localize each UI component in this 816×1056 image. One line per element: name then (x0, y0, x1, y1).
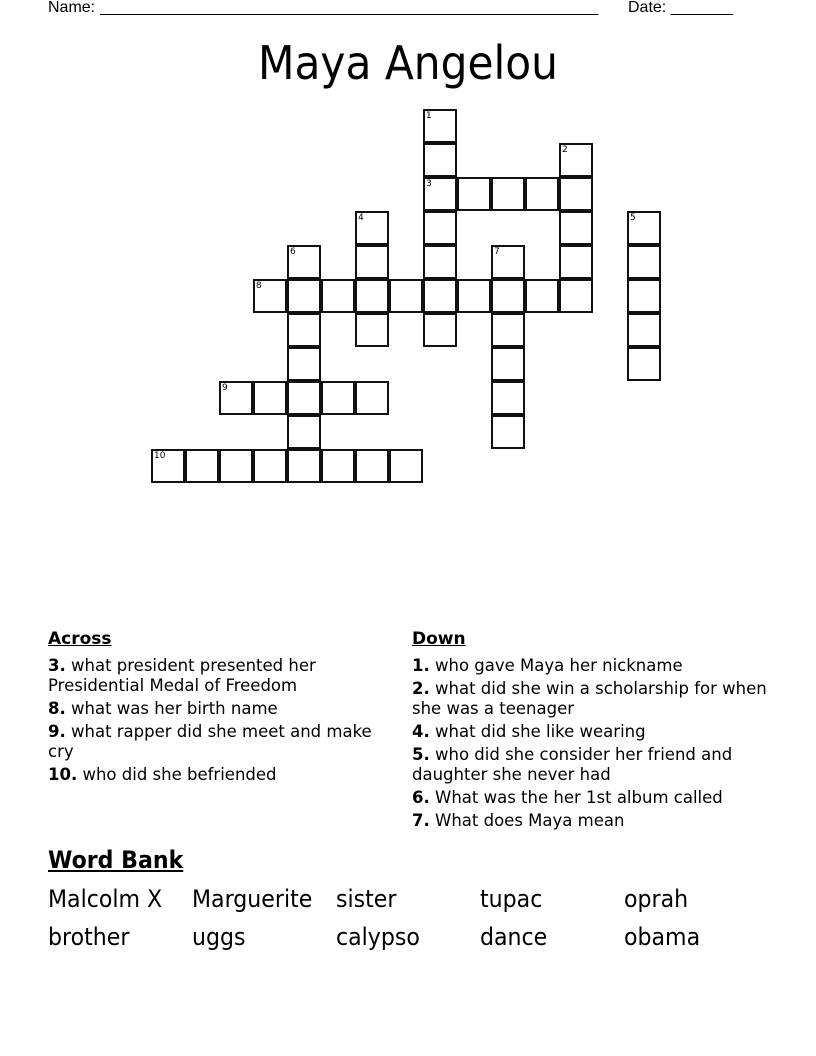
crossword-cell[interactable] (491, 381, 525, 415)
across-clues (48, 628, 378, 788)
name-field-line[interactable]: ________________________________________________________ (100, 0, 599, 16)
word-bank-item: tupac (480, 885, 543, 913)
word-bank-item: obama (624, 923, 701, 951)
name-label: Name: (48, 0, 96, 16)
crossword-cell[interactable] (525, 177, 559, 211)
crossword-cell[interactable] (627, 313, 661, 347)
word-bank-item: brother (48, 923, 130, 951)
crossword-cell[interactable] (321, 279, 355, 313)
clue-text: What was the her 1st album called (435, 788, 723, 807)
crossword-cell[interactable] (253, 279, 287, 313)
crossword-cell[interactable] (321, 449, 355, 483)
crossword-cell[interactable] (287, 449, 321, 483)
clue-text: who gave Maya her nickname (435, 656, 683, 675)
clue-down-5 (412, 745, 772, 785)
crossword-cell[interactable] (525, 279, 559, 313)
crossword-cell[interactable] (287, 415, 321, 449)
word-bank-heading: Word Bank (48, 846, 184, 874)
down-clues (412, 628, 772, 834)
clue-text: who did she consider her friend and daughter she never had (412, 745, 733, 784)
clue-number: 5. (412, 745, 430, 764)
word-bank-row (48, 920, 768, 958)
cell-clue-number: 6 (290, 247, 296, 257)
cell-clue-number: 4 (358, 213, 364, 223)
crossword-cell[interactable] (219, 449, 253, 483)
crossword-cell[interactable] (559, 211, 593, 245)
clue-number: 1. (412, 656, 430, 675)
page-title: Maya Angelou (257, 36, 559, 90)
crossword-cell[interactable] (423, 177, 457, 211)
clue-text: what rapper did she meet and make cry (48, 722, 372, 761)
word-bank-item: oprah (624, 885, 689, 913)
clue-text: who did she befriended (82, 765, 277, 784)
crossword-cell[interactable] (355, 313, 389, 347)
crossword-cell[interactable] (355, 211, 389, 245)
clue-across-10 (48, 765, 378, 785)
clue-number: 3. (48, 656, 66, 675)
clue-across-9 (48, 722, 378, 762)
clue-text: what did she win a scholarship for when she was a teenager (412, 679, 767, 718)
crossword-cell[interactable] (559, 245, 593, 279)
crossword-grid (152, 110, 672, 490)
crossword-cell[interactable] (287, 245, 321, 279)
crossword-cell[interactable] (491, 177, 525, 211)
crossword-cell[interactable] (491, 415, 525, 449)
cell-clue-number: 9 (222, 383, 228, 393)
clue-across-3 (48, 656, 378, 696)
crossword-cell[interactable] (389, 279, 423, 313)
word-bank-row (48, 882, 768, 920)
crossword-cell[interactable] (457, 279, 491, 313)
crossword-cell[interactable] (491, 279, 525, 313)
clue-text: what did she like wearing (435, 722, 646, 741)
crossword-cell[interactable] (355, 279, 389, 313)
crossword-cell[interactable] (491, 347, 525, 381)
clue-text: what was her birth name (71, 699, 278, 718)
crossword-cell[interactable] (423, 109, 457, 143)
crossword-cell[interactable] (627, 211, 661, 245)
name-date-header (48, 0, 768, 18)
crossword-cell[interactable] (287, 279, 321, 313)
crossword-cell[interactable] (355, 381, 389, 415)
crossword-cell[interactable] (627, 245, 661, 279)
date-field[interactable]: Date: _______ (628, 0, 733, 16)
cell-clue-number: 5 (630, 213, 636, 223)
crossword-cell[interactable] (491, 245, 525, 279)
crossword-cell[interactable] (355, 245, 389, 279)
cell-clue-number: 1 (426, 111, 432, 121)
crossword-cell[interactable] (287, 347, 321, 381)
crossword-cell[interactable] (423, 245, 457, 279)
cell-clue-number: 7 (494, 247, 500, 257)
crossword-cell[interactable] (321, 381, 355, 415)
cell-clue-number: 10 (154, 451, 166, 461)
crossword-cell[interactable] (287, 313, 321, 347)
crossword-cell[interactable] (559, 177, 593, 211)
crossword-cell[interactable] (491, 313, 525, 347)
crossword-cell[interactable] (219, 381, 253, 415)
word-bank-item: Marguerite (192, 885, 313, 913)
crossword-cell[interactable] (253, 449, 287, 483)
clue-down-1 (412, 656, 772, 676)
word-bank-item: dance (480, 923, 548, 951)
clue-number: 4. (412, 722, 430, 741)
clue-number: 10. (48, 765, 78, 784)
clue-down-2 (412, 679, 772, 719)
crossword-cell[interactable] (559, 279, 593, 313)
crossword-cell[interactable] (253, 381, 287, 415)
clue-number: 7. (412, 811, 430, 830)
crossword-cell[interactable] (287, 381, 321, 415)
clue-down-4 (412, 722, 772, 742)
crossword-cell[interactable] (559, 143, 593, 177)
clue-text: What does Maya mean (435, 811, 625, 830)
crossword-cell[interactable] (151, 449, 185, 483)
crossword-cell[interactable] (627, 347, 661, 381)
crossword-cell[interactable] (423, 211, 457, 245)
word-bank-item: Malcolm X (48, 885, 163, 913)
clue-number: 2. (412, 679, 430, 698)
across-heading: Across (48, 629, 112, 649)
word-bank-item: uggs (192, 923, 246, 951)
cell-clue-number: 2 (562, 145, 568, 155)
down-heading: Down (412, 629, 466, 649)
crossword-cell[interactable] (423, 313, 457, 347)
crossword-cell[interactable] (423, 279, 457, 313)
clue-down-6 (412, 788, 772, 808)
crossword-cell[interactable] (457, 177, 491, 211)
clue-across-8 (48, 699, 378, 719)
clue-number: 9. (48, 722, 66, 741)
crossword-cell[interactable] (389, 449, 423, 483)
cell-clue-number: 3 (426, 179, 432, 189)
word-bank-item: sister (336, 885, 397, 913)
clue-number: 8. (48, 699, 66, 718)
clue-text: what president presented her Presidential Medal of Freedom (48, 656, 316, 695)
clue-number: 6. (412, 788, 430, 807)
crossword-cell[interactable] (627, 279, 661, 313)
cell-clue-number: 8 (256, 281, 262, 291)
word-bank (48, 882, 768, 958)
crossword-cell[interactable] (355, 449, 389, 483)
word-bank-item: calypso (336, 923, 420, 951)
clue-down-7 (412, 811, 772, 831)
crossword-cell[interactable] (185, 449, 219, 483)
crossword-cell[interactable] (423, 143, 457, 177)
